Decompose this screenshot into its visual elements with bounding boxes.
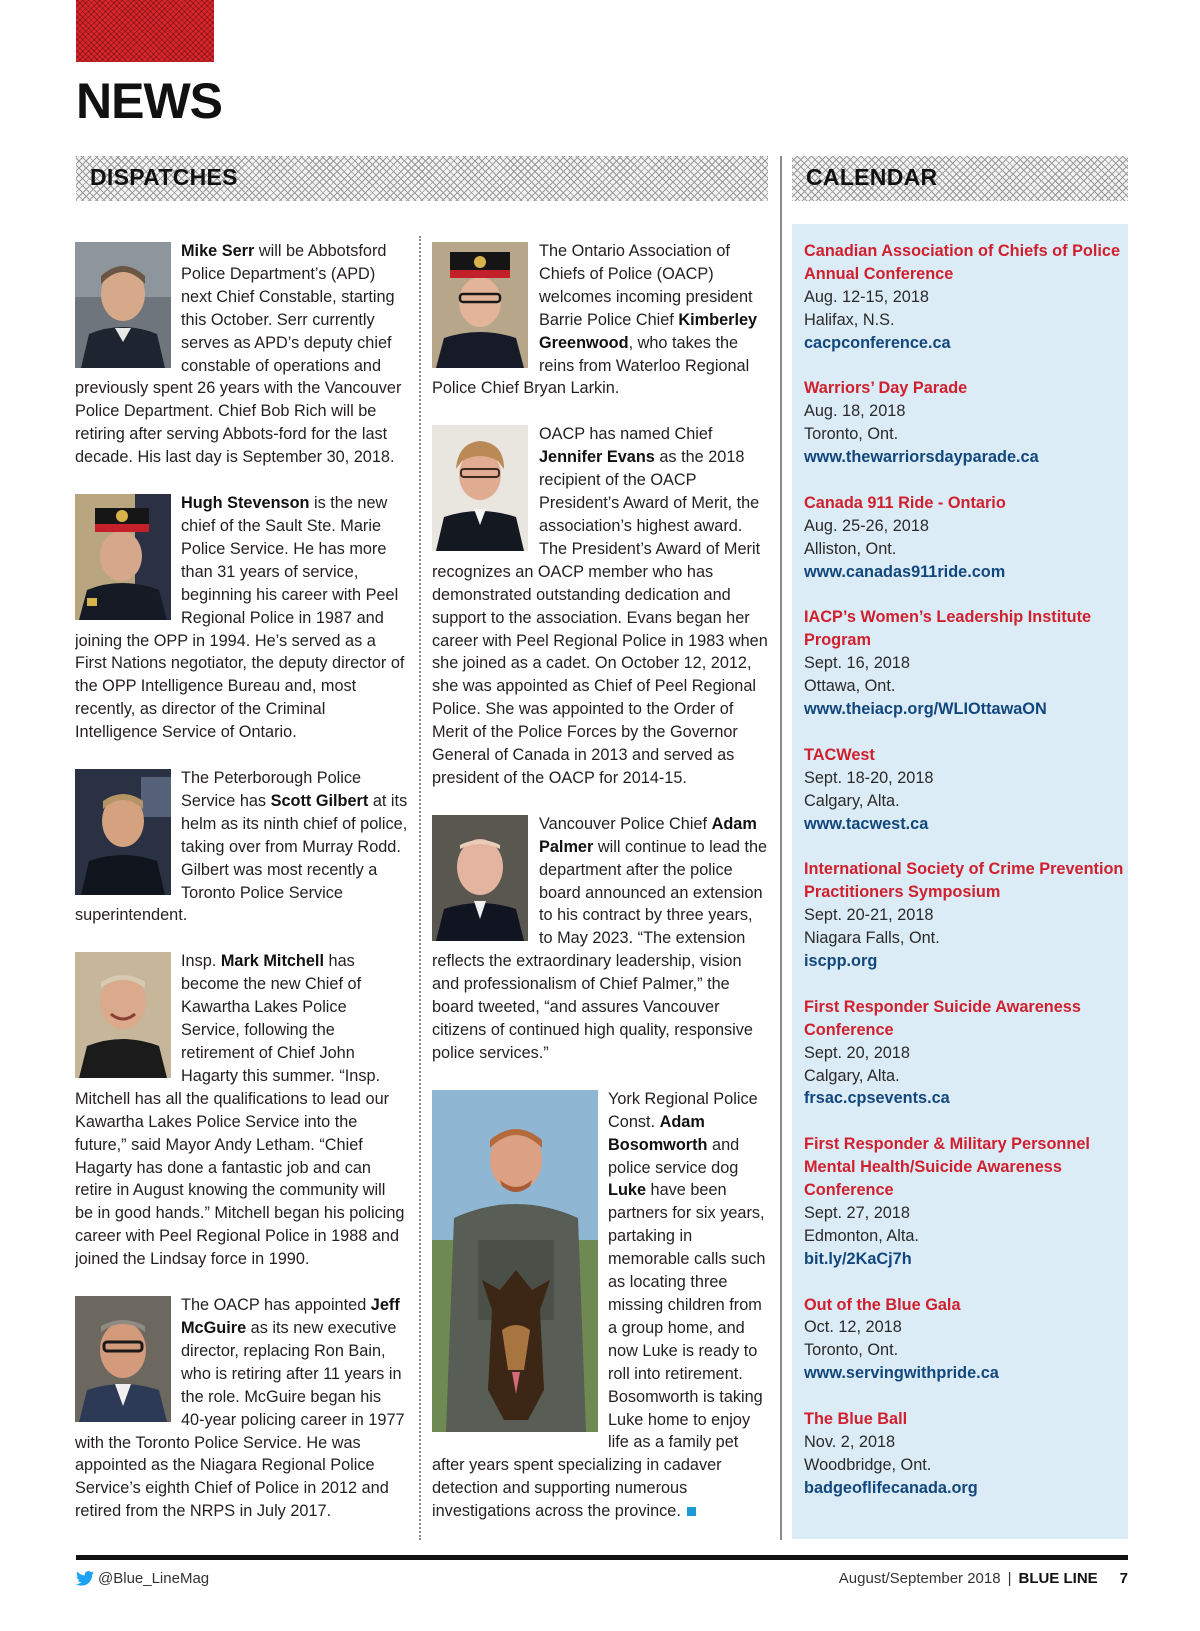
- person-name: Adam Palmer: [539, 814, 757, 856]
- person-name: Mark Mitchell: [220, 952, 324, 971]
- event-date: Oct. 12, 2018: [804, 1318, 902, 1337]
- section-color-block: [76, 0, 214, 62]
- dispatches-column-left: [75, 240, 408, 1546]
- event-location: Toronto, Ont.: [804, 1341, 899, 1360]
- section-title: NEWS: [76, 73, 222, 129]
- calendar-event: [804, 606, 1124, 721]
- page-number: 7: [1119, 1570, 1128, 1587]
- event-title: Canada 911 Ride - Ontario: [804, 493, 1006, 512]
- calendar-heading-band: [792, 156, 1128, 201]
- calendar-panel: [792, 224, 1128, 1539]
- event-title: International Society of Crime Prevention Practitioners Symposium: [804, 860, 1124, 902]
- dispatch-item: York Regional Police Const. Adam Bosomworth and police service dog Luke have been partners for six years, partaking in memorable calls such as locating three missing children from a group home, and now Luke is ready to roll into retirement. Bosomworth is taking Luke home to enjoy life as a family pet after years spent specializing in cadaver detection and supporting numerous investigations across the province.: [432, 1089, 766, 1521]
- event-location: Woodbridge, Ont.: [804, 1455, 932, 1474]
- event-date: Sept. 27, 2018: [804, 1203, 910, 1222]
- footer-rule: [76, 1555, 1128, 1560]
- event-location: Niagara Falls, Ont.: [804, 929, 940, 948]
- footer-social: [76, 1570, 209, 1590]
- event-date: Sept. 20-21, 2018: [804, 906, 934, 925]
- person-name: Kimberley Greenwood: [539, 310, 758, 352]
- portrait-photo: [75, 494, 171, 620]
- dispatch-item: Vancouver Police Chief Adam Palmer will continue to lead the department after the police board announced an extension to his contract by three years, to May 2023. “The extension reflects the extraordinary leadership, vision and professionalism of Chief Palmer,” the board tweeted, “and assures Vancouver citizens of continued high quality, responsive police services.”: [432, 814, 768, 1062]
- person-name: Jeff McGuire: [181, 1296, 400, 1337]
- event-date: Aug. 25-26, 2018: [804, 516, 929, 535]
- dog-name: Luke: [608, 1181, 647, 1200]
- person-name: Scott Gilbert: [270, 791, 369, 810]
- portrait-photo: [75, 1296, 171, 1422]
- event-date: Nov. 2, 2018: [804, 1432, 896, 1451]
- issue-date: August/September 2018: [838, 1570, 1001, 1587]
- event-url-link[interactable]: frsac.cpsevents.ca: [804, 1089, 950, 1108]
- event-location: Ottawa, Ont.: [804, 677, 896, 696]
- person-name: Mike Serr: [181, 242, 255, 260]
- event-location: Halifax, N.S.: [804, 310, 895, 329]
- calendar-list: [804, 240, 1124, 1523]
- event-title: First Responder Suicide Awareness Conference: [804, 997, 1081, 1039]
- event-url-link[interactable]: bit.ly/2KaCj7h: [804, 1249, 912, 1268]
- event-date: Aug. 18, 2018: [804, 402, 906, 421]
- portrait-photo: [75, 952, 171, 1078]
- calendar-event: [804, 1294, 1124, 1386]
- event-location: Calgary, Alta.: [804, 791, 900, 810]
- event-url-link[interactable]: www.thewarriorsdayparade.ca: [804, 448, 1039, 467]
- event-title: First Responder & Military Personnel Mental Health/Suicide Awareness Conference: [804, 1135, 1090, 1200]
- person-name: Adam Bosomworth: [608, 1112, 708, 1154]
- portrait-photo: [432, 425, 528, 551]
- calendar-event: [804, 492, 1124, 584]
- event-date: Sept. 16, 2018: [804, 654, 910, 673]
- event-location: Edmonton, Alta.: [804, 1226, 919, 1245]
- column-divider: [780, 156, 782, 1540]
- event-date: Sept. 20, 2018: [804, 1043, 910, 1062]
- event-url-link[interactable]: iscpp.org: [804, 952, 878, 971]
- dispatches-column-right: [432, 240, 770, 1546]
- event-title: TACWest: [804, 745, 875, 764]
- officer-and-dog-photo: [432, 1090, 598, 1432]
- dispatch-item: Insp. Mark Mitchell has become the new Chief of Kawartha Lakes Police Service, following the retirement of Chief John Hagarty this summer. “Insp. Mitchell has all the qualifications to lead our Kawartha Lakes Police Service into the future,” said Mayor Andy Letham. “Chief Hagarty has done a fantastic job and can retire in August knowing the community will be in good hands.” Mitchell began his policing career with Peel Regional Police in 1988 and joined the Lindsay force in 1990.: [75, 952, 405, 1269]
- folio-separator: |: [1007, 1570, 1012, 1587]
- portrait-photo: [432, 242, 528, 368]
- event-url-link[interactable]: www.tacwest.ca: [804, 814, 929, 833]
- event-title: Canadian Association of Chiefs of Police Annual Conference: [804, 242, 1121, 283]
- calendar-event: [804, 744, 1124, 836]
- event-location: Alliston, Ont.: [804, 539, 897, 558]
- calendar-event: [804, 240, 1124, 355]
- end-of-article-mark: [687, 1507, 696, 1516]
- event-location: Calgary, Alta.: [804, 1066, 900, 1085]
- magazine-name: BLUE LINE: [1018, 1570, 1098, 1587]
- person-name: Jennifer Evans: [539, 448, 655, 467]
- portrait-photo: [75, 242, 171, 368]
- footer-folio: [839, 1570, 1128, 1587]
- event-url-link[interactable]: cacpconference.ca: [804, 333, 951, 352]
- twitter-handle: @Blue_LineMag: [98, 1570, 210, 1587]
- person-name: Hugh Stevenson: [181, 494, 310, 513]
- calendar-event: [804, 996, 1124, 1111]
- event-location: Toronto, Ont.: [804, 425, 899, 444]
- dispatch-item: The Peterborough Police Service has Scott Gilbert at its helm as its ninth chief of police, taking over from Murray Rodd. Gilbert was most recently a Toronto Police Service superintendent.: [75, 769, 408, 925]
- calendar-event: [804, 1408, 1124, 1500]
- event-url-link[interactable]: www.theiacp.org/WLIOttawaON: [804, 700, 1047, 719]
- event-date: Aug. 12-15, 2018: [804, 287, 929, 306]
- event-title: IACP’s Women’s Leadership Institute Program: [804, 608, 1092, 650]
- dispatch-item: Hugh Stevenson is the new chief of the Sault Ste. Marie Police Service. He has more than 31 years of service, beginning his career with Peel Regional Police in 1987 and joining the OPP in 1994. He’s served as a First Nations negotiator, the deputy director of the OPP Intelligence Bureau and, most recently, as director of the Criminal Intelligence Service of Ontario.: [75, 494, 405, 742]
- dispatch-item: The Ontario Association of Chiefs of Police (OACP) welcomes incoming president Barrie Police Chief Kimberley Greenwood, who takes the reins from Waterloo Regional Police Chief Bryan Larkin.: [432, 242, 758, 398]
- dispatch-item: OACP has named Chief Jennifer Evans as the 2018 recipient of the OACP President’s Award of Merit, the association’s highest award. The President’s Award of Merit recognizes an OACP member who has demonstrated outstanding dedication and support to the association. Evans began her career with Peel Regional Police in 1983 when she joined as a cadet. On October 12, 2012, she was appointed as Chief of Peel Regional Police. She was appointed to the Order of Merit of the Police Forces by the Governor General of Canada in 2013 and served as president of the OACP for 2014-15.: [432, 425, 768, 787]
- calendar-event: [804, 1133, 1124, 1270]
- event-url-link[interactable]: www.servingwithpride.ca: [804, 1364, 999, 1383]
- dispatches-heading-band: [76, 156, 768, 201]
- calendar-event: [804, 377, 1124, 469]
- calendar-event: [804, 858, 1124, 973]
- dispatch-item: The OACP has appointed Jeff McGuire as its new executive director, replacing Ron Bain, who is retiring after 11 years in the role. McGuire began his 40-year policing career in 1977 with the Toronto Police Service. He was appointed as the Niagara Regional Police Service’s eighth Chief of Police in 2012 and retired from the NRPS in July 2017.: [75, 1296, 405, 1521]
- event-url-link[interactable]: www.canadas911ride.com: [804, 562, 1006, 581]
- event-title: Out of the Blue Gala: [804, 1295, 961, 1314]
- calendar-heading: CALENDAR: [806, 164, 938, 190]
- portrait-photo: [75, 769, 171, 895]
- dispatch-item: Mike Serr will be Abbotsford Police Department’s (APD) next Chief Constable, starting this October. Serr currently serves as APD’s deputy chief constable of operations and previously spent 26 years with the Vancouver Police Department. Chief Bob Rich will be retiring after serving Abbots-ford for the last decade. His last day is September 30, 2018.: [75, 242, 402, 467]
- portrait-photo: [432, 815, 528, 941]
- dispatches-heading: DISPATCHES: [90, 164, 238, 190]
- event-date: Sept. 18-20, 2018: [804, 768, 934, 787]
- dotted-column-divider: [419, 236, 421, 1540]
- twitter-icon: [76, 1571, 94, 1590]
- event-url-link[interactable]: badgeoflifecanada.org: [804, 1478, 978, 1497]
- event-title: Warriors’ Day Parade: [804, 379, 968, 398]
- event-title: The Blue Ball: [804, 1410, 908, 1429]
